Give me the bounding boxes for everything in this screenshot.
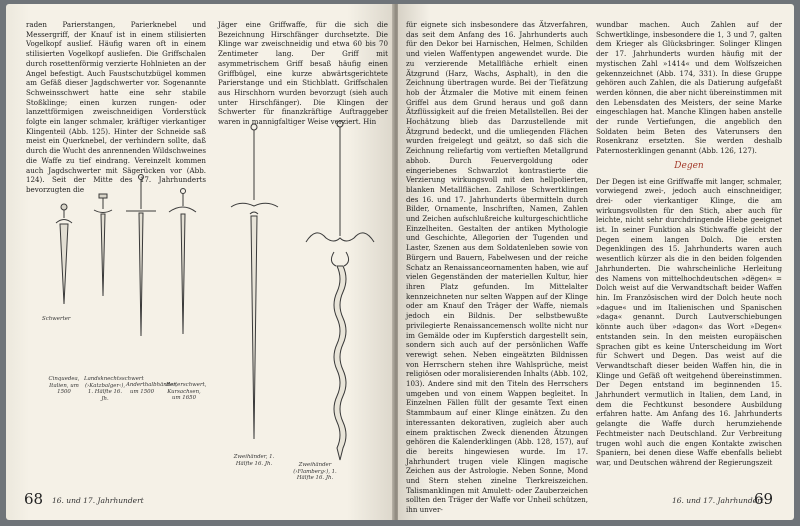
left-column-2-text: Jäger eine Griffwaffe, für die sich die Bezeichnung Hirschfänger durchsetzte. Die Klinge war zweischneidig und etwa 60 bis 70 Zentimeter lang. Der Griff mit asymmetrischem Griff besaß häufig einen Griffbügel, eine kurze abwärtsgerichtete Parierstange und ein Stichblatt. Griffschalen aus Hirschhorn wurden bevorzugt (sieh auch unter Hirschfänger). Die Klingen der Schwerter für finanzkräftige Auftraggeber waren in mannigfaltiger Weise verziert. Hin <box>218 20 388 127</box>
page-number-right: 69 <box>754 490 774 508</box>
cinquedea-sword-icon <box>56 204 72 304</box>
caption-cinquedea: Cinquedea, Italien, um 1500 <box>48 376 80 396</box>
caption-reiterschwert: Reiterschwert, Kursachsen, um 1650 <box>166 382 207 402</box>
caption-anderthalbhaender: Anderthalbhänder, um 1500 <box>126 382 178 395</box>
caption-zweihaender: Zweihänder, 1. Hälfte 16. Jh. <box>233 454 275 467</box>
reiterschwert-sword-icon <box>169 189 196 335</box>
right-column-2-text-a: wundbar machen. Auch Zahlen auf der Schwertklinge, insbesondere die 1, 3 und 7, galten dem Krieger als Glücksbringer. Solinger Klingen der 17. Jahrhunderts wurden häufig mit der mystischen Zahl »1414« und dem Wolfszeichen gekennzeichnet (Abb. 174, 331). In diese Gruppe gehören auch Zahlen, die als Datierung aufgefaßt werden können, die aber nicht übereinstimmen mit den Lebensdaten des Meisters, der seine Marke eingeschlagen hat. Manche Klingen haben anstelle der runde Vertiefungen, die angeblich den Soldaten beim Beten des Vaterunsers den Rosenkranz ersetzten. Sie werden deshalb Paternosterklingen genannt (Abb. 126, 127). <box>596 20 782 156</box>
right-page <box>398 4 794 520</box>
right-column-2 <box>596 20 782 486</box>
left-column-1-text: raden Parierstangen, Parierknebel und Messergriff, der Knauf ist in einem stilisierten Vogelkopf auslief. Häufig waren oft in einem stilisierten Vogelkopf ausliefen. Die Griffschalen durch rosettenförmig verzierte Hohlnieten an der Angel befestigt. Auch Faustschutzbügel kommen am Gefäß dieser Jagdschwerter vor. Sogenannte Schweinsschwert hatte eine sehr stabile Stoßklinge; einen kurzen rungen- oder lanzettförmigen zweischneidigen Vorderstück folgte ein langer schmaler, kräftiger vierkantiger Klingenteil (Abb. 125). Hinter der Schneide saß meist ein Querknebel, der verhindern sollte, daß durch die Wucht des anrennenden Wildschweines die Waffe zu tief eindrang. Vereinzelt kommen auch Jagdschwerter mit Sägerücken vor (Abb. 124). Seit der Mitte des 17. Jahrhunderts bevorzugten die <box>26 20 206 194</box>
caption-schwerter: Schwerter <box>42 316 71 322</box>
zweihaender-sword-icon <box>231 124 278 439</box>
right-column-1-text: für eignete sich insbesondere das Ätzverfahren, das seit dem Anfang des 16. Jahrhunderts auch für den Dekor bei Harnischen, Helmen, Schilden und vielen Waffentypen angewendet wurde. Die zu verzierende Metallfläche erhielt einen Ätzgrund (Harz, Wachs, Asphalt), in den die Zeichnung übertragen wurde. Bei der Tiefätzung hob der Ätzmaler die Motive mit einem feinen Griffel aus dem Grund heraus und goß dann Ätzflüssigkeit auf die freien Metallstellen. Bei der Hochätzung blieb das Darzustellende mit Ätzgrund bedeckt, und die umliegenden Flächen wurden freigelegt und geätzt, so daß sich die Zeichnung reliefartig vom vertieften Metallgrund abhob. Durch Feuervergoldung oder eingeriebenes Schwarzlot kontrastierte die Verzierung wirkungsvoll mit den hellpolierten, blanken Metallflächen. Zahllose Schwertklingen des 16. und 17. Jahrhunderts übermitteln durch Bilder, Ornamente, Inschriften, Namen, Zahlen und Zeichen aufschlußreiche kulturgeschichtliche Einzelheiten. Gestalten der antiken Mythologie und Geschichte, Allegorien der Tugenden und Laster, Szenen aus dem Soldatenleben sowie von Bürgern und Bauern, Fabelwesen und der reiche Schatz an Renaissanceornamenten haben, wie auf vielen Gegenständen der materiellen Kultur, hier ihren Platz gefunden. Im Mittelalter kennzeichneten nur selten Wappen auf der Klinge oder am Knauf den Träger der Waffe, niemals jedoch ein Bildnis. Der selbstbewußte privilegierte Renaissancemensch wollte nicht nur im Gemälde oder im Kupferstich dargestellt sein, sondern sich auch auf der persönlichen Waffe verewigt sehen. Neben eingeätzten Bildnissen von Herrschern stehen ihre Wahlsprüche, meist religiösen oder moralisierenden Inhalts (Abb. 102, 103). Andere sind mit den Titeln des Herrschers umgeben und von einem Wappen begleitet. In Einzelnen Fällen füllt der gesamte Text einen Stammbaum auf einer Klinge einätzen. Zu den interessanten dekorativen, zugleich aber auch einem praktischen Zweck dienenden Ätzungen gehören die Kalenderklingen (Abb. 128, 157), auf die bereits hingewiesen wurde. Im 17. Jahrhundert trugen viele Klingen magische Zeichen aus der Astrologie. Neben Sonne, Mond und Stern stehen zinelne Tierkreiszeichen. Talismanklingen mit Amulett- oder Zauberzeichen sollten den Träger der Waffe vor Unheil schützen, ihn unver- <box>406 20 588 515</box>
caption-flamberg: Zweihänder (›Flamberg‹), 1. Hälfte 16. Jh. <box>293 462 337 482</box>
swords-illustration <box>6 4 394 520</box>
running-head-right: 16. und 17. Jahrhundert <box>672 496 764 505</box>
right-column-2-text-b: Der Degen ist eine Griffwaffe mit langer, schmaler, vorwiegend zwei-, jedoch auch einschneidiger, drei- oder vierkantiger Klinge, die am wirkungsvollsten für den Stich, aber auch für leichte, nicht sehr durchdringende Hiebe geeignet ist. In seiner Funktion als Stichwaffe gleicht der Degen einem langen Dolch. Die ersten Degenklingen des 15. Jahrhunderts waren auch wesentlich kürzer als die in den beiden folgenden Jahrhunderten. Die wahrscheinliche Herleitung des Namens von mittelhochdeutschen »dëgen« = Dolch weist auf die Verwandtschaft beider Waffen hin. Im Französischen wird der Dolch heute noch »dague« und im Italienischen und Spanischen »daga« genannt. Durch Lautverschiebungen könnte auch über »dagon« das Wort »Degen« entstanden sein. In den meisten europäischen Sprachen gibt es keine Unterscheidung im Wort für Schwert und Degen. Das weist auf die Verwandtschaft dieser beiden Waffen hin, die in Klinge und Gefäß oft weitgehend übereinstimmen. Der Degen entstand im beginnenden 15. Jahrhundert vermutlich in Italien, dem Land, in dem die Fechtkunst besondere Ausbildung erfahren hatte. Am Anfang des 16. Jahrhunderts gelangte die Waffe durch herumziehende Fechtmeister nach Deutschland. Zur Verbreitung trugen wohl auch die engen Kontakte zwischen Spaniern, bei denen diese Waffe ebenfalls beliebt war, und Deutschen während der Regierungszeit <box>596 176 782 467</box>
anderthalbhaender-sword-icon <box>126 175 156 337</box>
right-column-1 <box>406 20 588 515</box>
flamberg-sword-icon <box>306 121 374 460</box>
page-number-left: 68 <box>24 490 44 508</box>
section-heading-degen: Degen <box>674 160 704 171</box>
landsknecht-sword-icon <box>94 194 112 296</box>
left-page <box>6 4 394 520</box>
running-head-left: 16. und 17. Jahrhundert <box>52 496 144 505</box>
caption-landsknecht: Landsknechtsschwert (›Katzbalger‹), 1. Hälfte 16. Jh. <box>84 376 144 402</box>
